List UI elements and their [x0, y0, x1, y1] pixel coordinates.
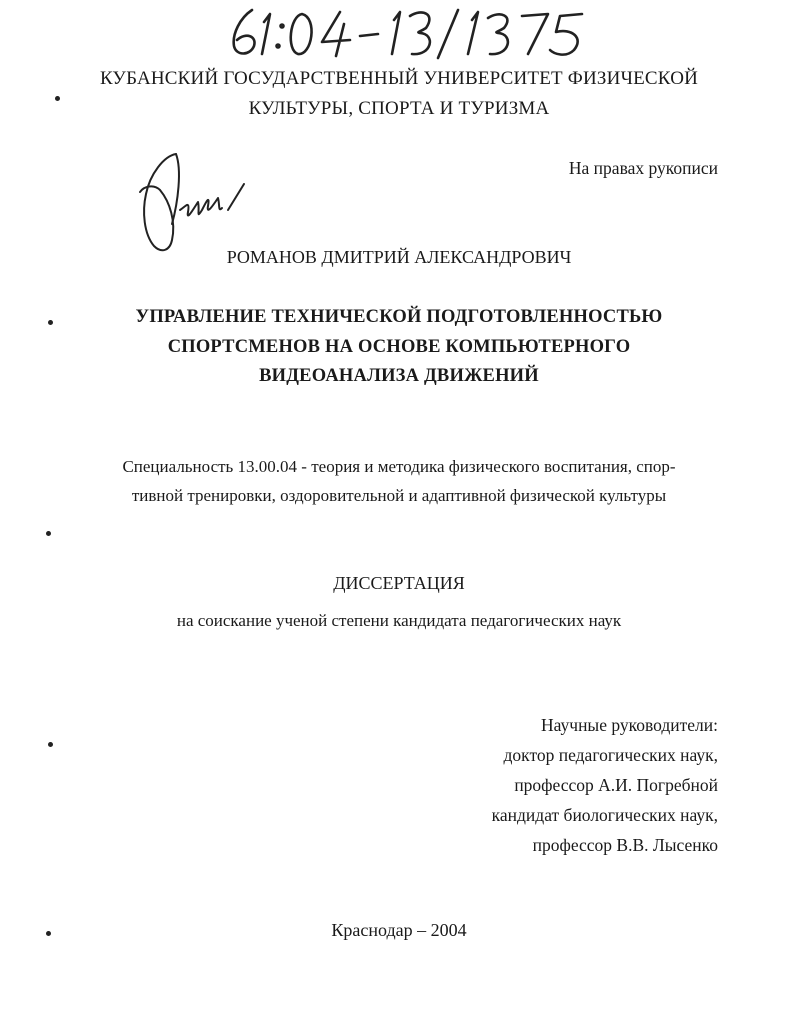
university-name-line2: КУЛЬТУРЫ, СПОРТА И ТУРИЗМА	[248, 98, 550, 119]
margin-dot	[55, 96, 60, 101]
dissertation-title-line3: ВИДЕОАНАЛИЗА ДВИЖЕНИЙ	[259, 366, 539, 386]
supervisor-line: кандидат биологических наук,	[491, 805, 718, 825]
margin-dot	[48, 320, 53, 325]
handwritten-archive-code	[222, 4, 602, 60]
margin-dot	[48, 742, 53, 747]
document-type: ДИССЕРТАЦИЯ	[333, 573, 465, 593]
university-name-line1: КУБАНСКИЙ ГОСУДАРСТВЕННЫЙ УНИВЕРСИТЕТ ФИЗИЧЕСКОЙ	[99, 68, 699, 89]
dissertation-title-line1: УПРАВЛЕНИЕ ТЕХНИЧЕСКОЙ ПОДГОТОВЛЕННОСТЬЮ	[135, 307, 663, 327]
degree-statement: на соискание ученой степени кандидата педагогических наук	[176, 611, 622, 630]
supervisor-line: профессор В.В. Лысенко	[532, 835, 718, 855]
margin-dot	[46, 931, 51, 936]
author-name: РОМАНОВ ДМИТРИЙ АЛЕКСАНДРОВИЧ	[226, 247, 572, 267]
dissertation-title-line2: СПОРТСМЕНОВ НА ОСНОВЕ КОМПЬЮТЕРНОГО	[167, 337, 631, 357]
supervisor-line: профессор А.И. Погребной	[514, 775, 718, 795]
supervisor-line: доктор педагогических наук,	[503, 745, 718, 765]
manuscript-rights-note: На правах рукописи	[568, 158, 718, 178]
specialty-line2: тивной тренировки, оздоровительной и адаптивной физической культуры	[131, 486, 667, 505]
margin-dot	[46, 531, 51, 536]
supervisors-heading: Научные руководители:	[541, 715, 718, 735]
specialty-line1: Специальность 13.00.04 - теория и методика физического воспитания, спор-	[122, 457, 676, 476]
supervisors-block	[492, 710, 718, 860]
signature-image	[124, 150, 274, 260]
place-and-year: Краснодар – 2004	[331, 920, 467, 940]
